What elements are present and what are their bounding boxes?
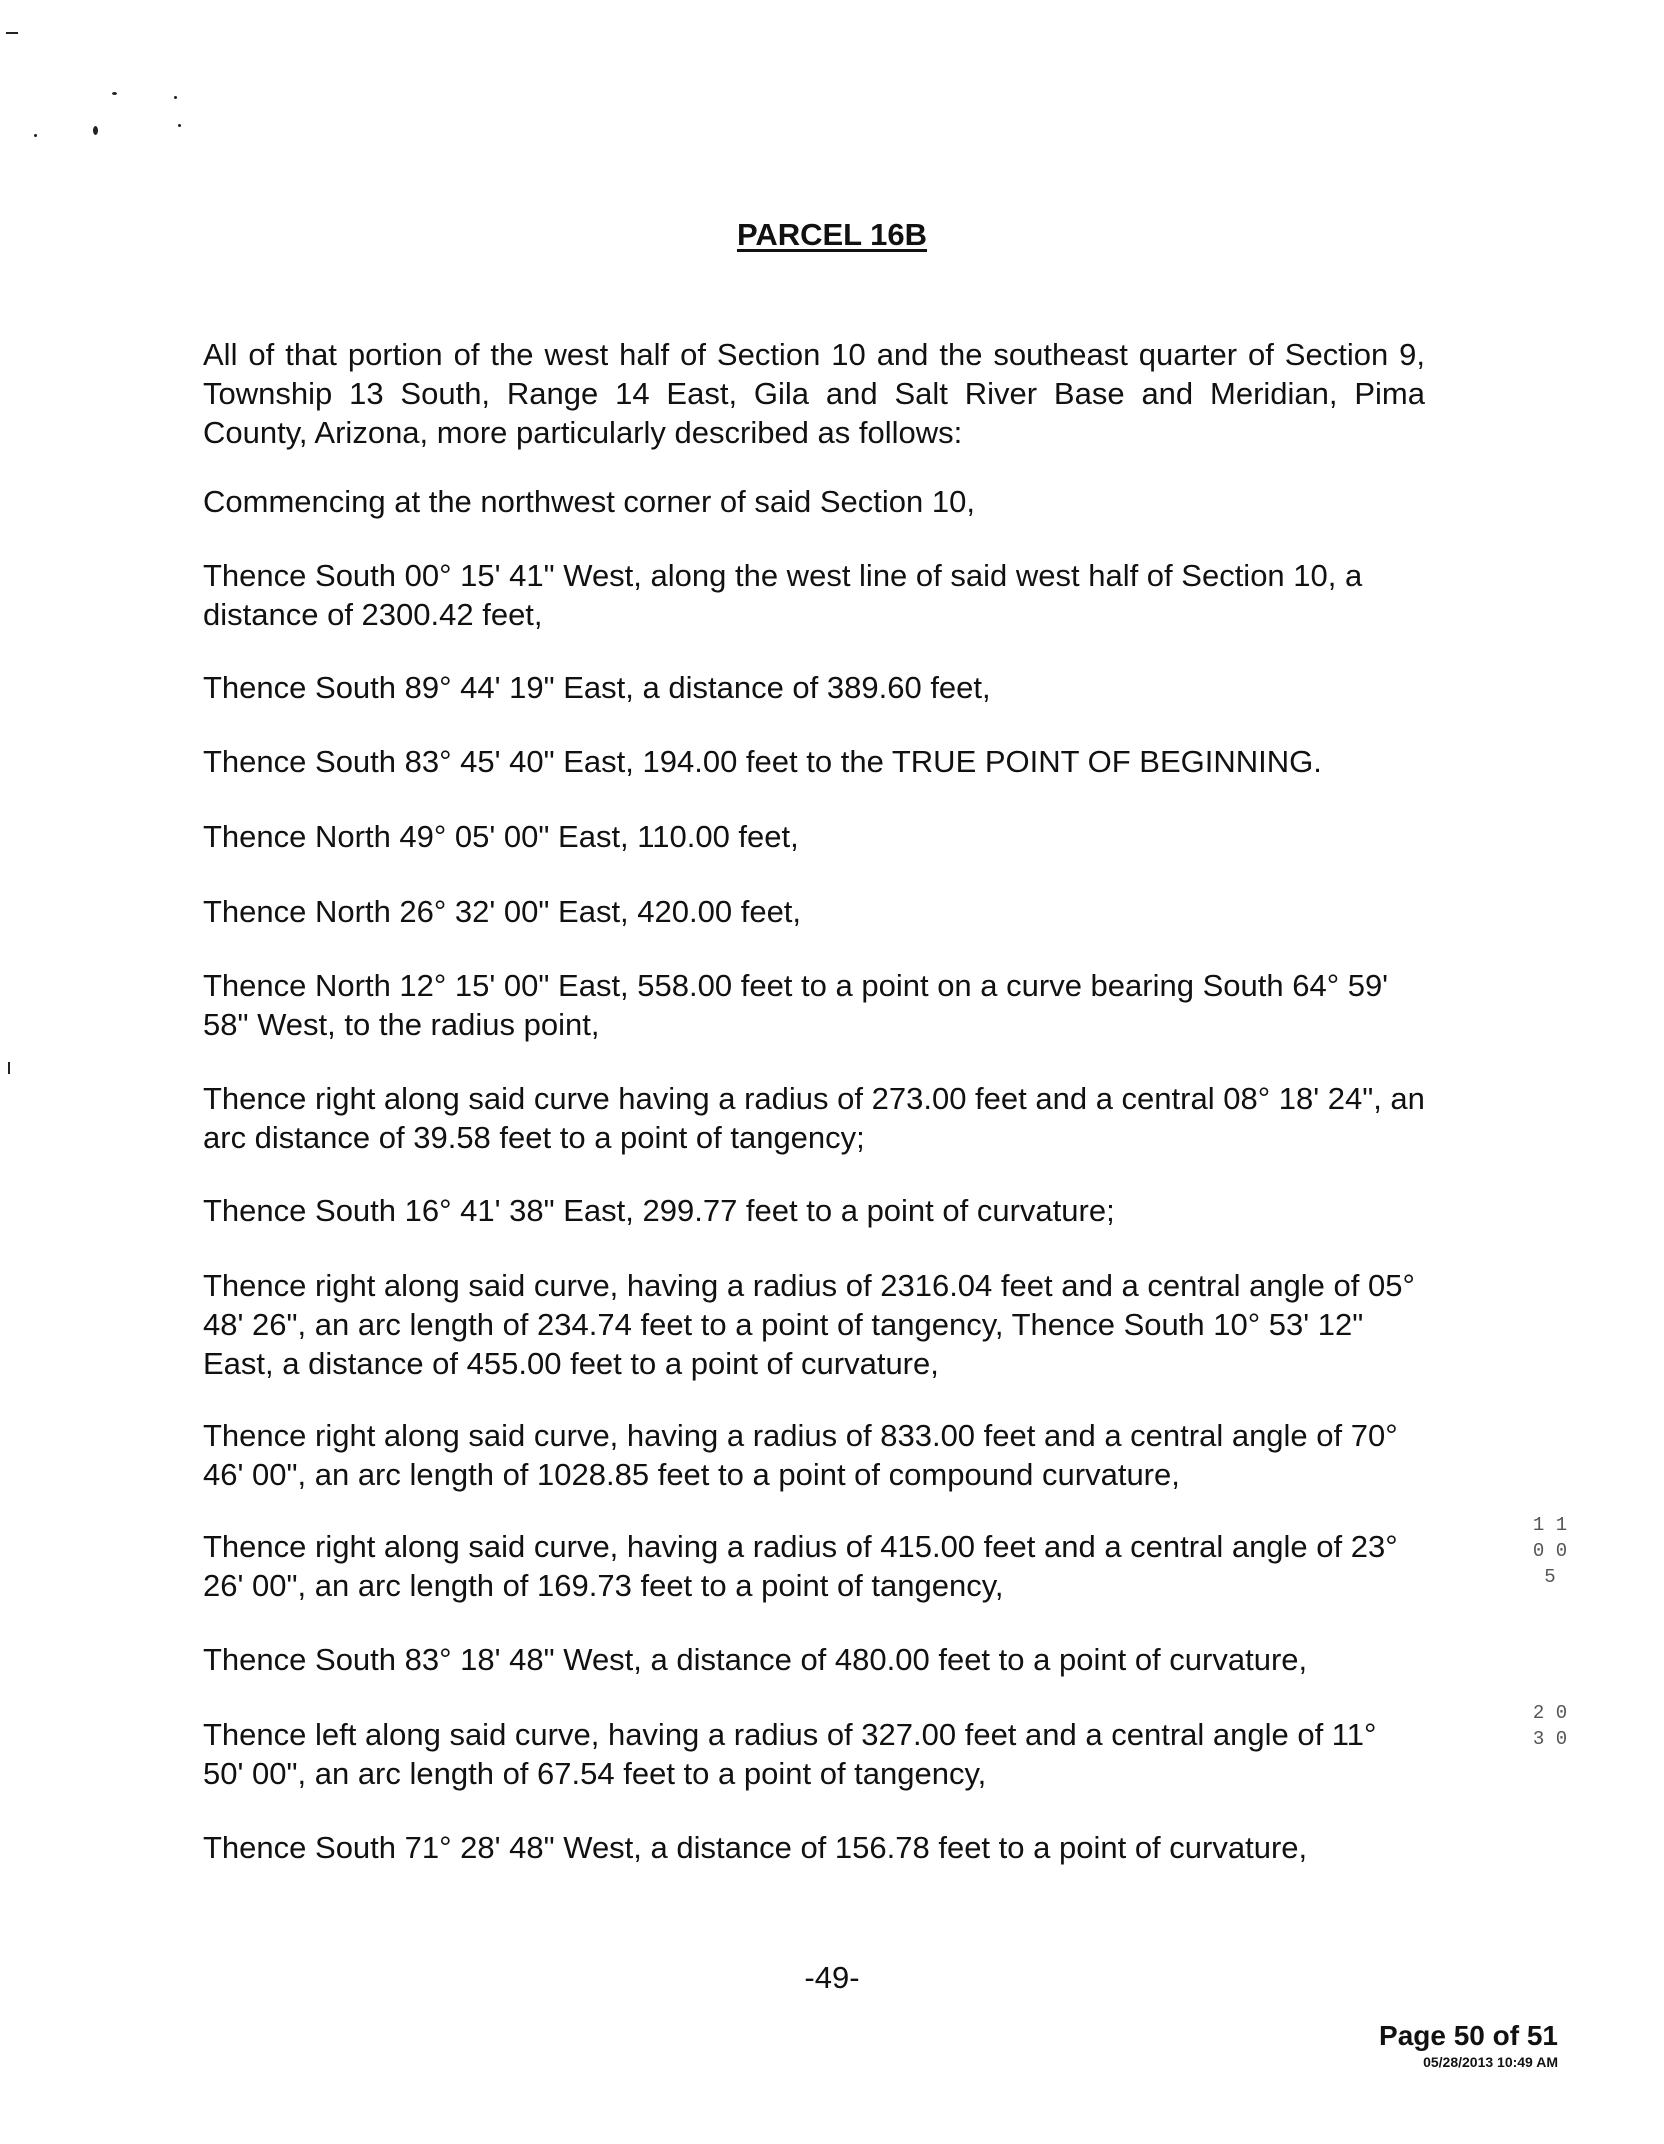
course-paragraph: Thence South 00° 15' 41" West, along the west line of said west half of Section 10, a distance of 2300.42 feet, [203, 558, 1363, 632]
course-paragraph: Thence South 83° 45' 40" East, 194.00 feet to the TRUE POINT OF BEGINNING. [203, 744, 1322, 779]
description-paragraph: All of that portion of the west half of Section 10 and the southeast quarter of Section 9, Township 13 South, Range 14 East, Gila and Salt River Base and Meridian, Pima County, Arizona, more particularly described as follows: [203, 337, 1425, 450]
course-paragraph: Thence North 49° 05' 00" East, 110.00 feet, [203, 819, 799, 854]
course-paragraph: Thence South 16° 41' 38" East, 299.77 feet to a point of curvature; [203, 1193, 1115, 1228]
course-paragraph: Thence right along said curve having a radius of 273.00 feet and a central 08° 18' 24", an arc distance of 39.58 feet to a point of tangency; [203, 1081, 1425, 1155]
scan-speck [178, 124, 181, 127]
course-paragraph: Thence right along said curve, having a radius of 2316.04 feet and a central angle of 05° 48' 26", an arc length of 234.74 feet to a point of tangency, Thence South 10° 53' 12" East, a distance of 455.00 feet to a point of curvature, [203, 1268, 1415, 1381]
scan-mark [8, 1062, 10, 1074]
scan-speck [34, 134, 37, 137]
page-count: Page 50 of 51 [1379, 2020, 1558, 2051]
course-paragraph: Thence right along said curve, having a radius of 415.00 feet and a central angle of 23° 26' 00", an arc length of 169.73 feet to a point of tangency, [203, 1529, 1398, 1603]
scan-mark [6, 32, 18, 34]
course-paragraph: Thence South 83° 18' 48" West, a distance of 480.00 feet to a point of curvature, [203, 1642, 1308, 1677]
parcel-title: PARCEL 16B [736, 217, 928, 252]
course-paragraph: Thence right along said curve, having a radius of 833.00 feet and a central angle of 70° 46' 00", an arc length of 1028.85 feet to a point of compound curvature, [203, 1418, 1398, 1492]
recording-stamp-lower: 2 0 3 0 [1532, 1702, 1568, 1750]
recording-stamp-upper: 1 1 0 0 5 [1532, 1514, 1568, 1588]
course-paragraph: Thence North 26° 32' 00" East, 420.00 feet, [203, 894, 802, 929]
recording-timestamp: 05/28/2013 10:49 AM [1423, 2054, 1558, 2070]
commencing-paragraph: Commencing at the northwest corner of said Section 10, [203, 484, 975, 519]
scan-speck [93, 126, 98, 135]
page-number: -49- [804, 1960, 860, 1995]
course-paragraph: Thence South 71° 28' 48" West, a distance of 156.78 feet to a point of curvature, [203, 1830, 1308, 1865]
scan-speck [112, 92, 117, 95]
course-paragraph: Thence North 12° 15' 00" East, 558.00 feet to a point on a curve bearing South 64° 59' 58" West, to the radius point, [203, 968, 1389, 1042]
scan-speck [174, 96, 177, 99]
course-paragraph: Thence left along said curve, having a radius of 327.00 feet and a central angle of 11° 50' 00", an arc length of 67.54 feet to a point of tangency, [203, 1717, 1377, 1791]
course-paragraph: Thence South 89° 44' 19" East, a distance of 389.60 feet, [203, 670, 991, 705]
